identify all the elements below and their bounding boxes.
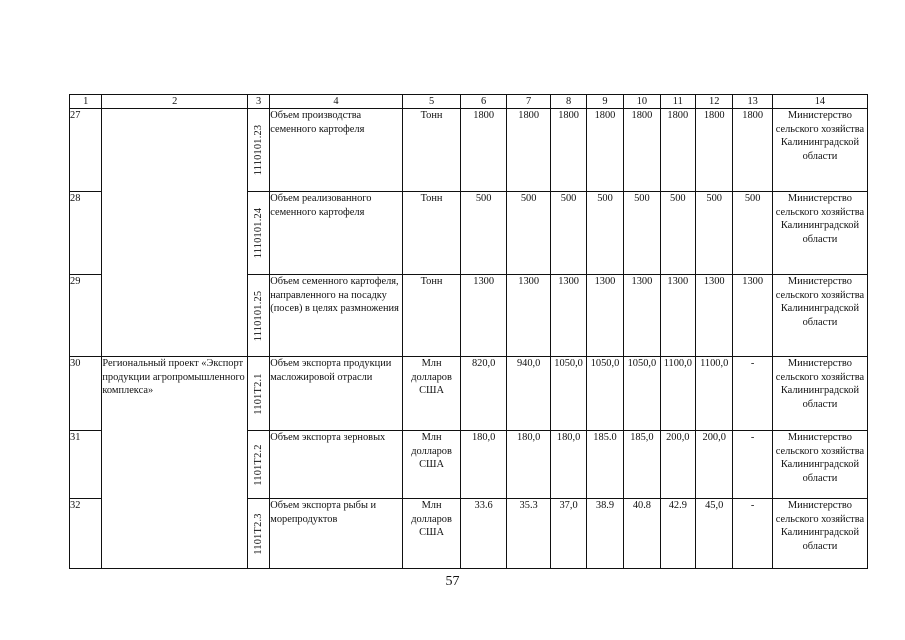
responsible-org: Министерство сельского хозяйства Калининградской области [772, 357, 867, 431]
value-cell: 1800 [624, 109, 660, 192]
column-number: 5 [402, 95, 461, 109]
value-cell: 500 [506, 192, 551, 275]
value-cell: 1300 [696, 275, 733, 357]
indicator-code-cell [248, 192, 270, 275]
indicators-table [69, 94, 868, 569]
indicator-name: Объем экспорта продукции масложировой отрасли [270, 357, 402, 431]
indicator-name: Объем реализованного семенного картофеля [270, 192, 402, 275]
value-cell: 38.9 [586, 499, 623, 569]
value-cell: 45,0 [696, 499, 733, 569]
value-cell: 940,0 [506, 357, 551, 431]
indicator-code-cell [248, 275, 270, 357]
row-number: 28 [70, 192, 102, 275]
value-cell: 1800 [586, 109, 623, 192]
value-cell: 1050,0 [586, 357, 623, 431]
row-number: 27 [70, 109, 102, 192]
responsible-org: Министерство сельского хозяйства Калининградской области [772, 431, 867, 499]
responsible-org: Министерство сельского хозяйства Калининградской области [772, 192, 867, 275]
value-cell: 42.9 [660, 499, 695, 569]
indicator-code: 1101Т2.2 [252, 443, 264, 486]
value-cell: 37,0 [551, 499, 586, 569]
table-row [70, 109, 868, 192]
indicator-code: 1101Т2.1 [252, 372, 264, 415]
unit: Тонн [402, 192, 461, 275]
indicator-code-cell [248, 431, 270, 499]
row-number: 32 [70, 499, 102, 569]
value-cell: 33.6 [461, 499, 507, 569]
table-row [70, 357, 868, 431]
indicator-name: Объем экспорта рыбы и морепродуктов [270, 499, 402, 569]
value-cell: 1300 [551, 275, 586, 357]
column-number: 11 [660, 95, 695, 109]
column-number: 8 [551, 95, 586, 109]
project-cell-empty [102, 109, 248, 357]
column-number: 14 [772, 95, 867, 109]
column-number: 9 [586, 95, 623, 109]
value-cell: 500 [461, 192, 507, 275]
value-cell: 200,0 [696, 431, 733, 499]
value-cell: 500 [586, 192, 623, 275]
value-cell: 180,0 [461, 431, 507, 499]
unit: Млн долларов США [402, 357, 461, 431]
value-cell: 185.0 [586, 431, 623, 499]
column-number: 7 [506, 95, 551, 109]
value-cell: 500 [624, 192, 660, 275]
value-cell: 1300 [461, 275, 507, 357]
page-number: 57 [445, 574, 460, 589]
value-cell: - [733, 431, 772, 499]
value-cell: 1050,0 [551, 357, 586, 431]
column-number: 6 [461, 95, 507, 109]
value-cell: 180,0 [506, 431, 551, 499]
indicator-code: 1110101.25 [252, 290, 264, 341]
value-cell: 40.8 [624, 499, 660, 569]
unit: Млн долларов США [402, 499, 461, 569]
unit: Млн долларов США [402, 431, 461, 499]
unit: Тонн [402, 109, 461, 192]
value-cell: 1800 [551, 109, 586, 192]
row-number: 29 [70, 275, 102, 357]
value-cell: 1300 [586, 275, 623, 357]
value-cell: 1800 [733, 109, 772, 192]
indicator-code: 1101Т2.3 [252, 512, 264, 555]
column-number: 12 [696, 95, 733, 109]
value-cell: 1800 [660, 109, 695, 192]
value-cell: 500 [551, 192, 586, 275]
row-number: 30 [70, 357, 102, 431]
value-cell: 1050,0 [624, 357, 660, 431]
value-cell: 1300 [624, 275, 660, 357]
value-cell: 1800 [506, 109, 551, 192]
value-cell: 1300 [733, 275, 772, 357]
indicator-code-cell [248, 109, 270, 192]
responsible-org: Министерство сельского хозяйства Калининградской области [772, 109, 867, 192]
value-cell: 1300 [506, 275, 551, 357]
value-cell: - [733, 499, 772, 569]
value-cell: 185,0 [624, 431, 660, 499]
indicator-code: 1110101.23 [252, 124, 264, 176]
responsible-org: Министерство сельского хозяйства Калининградской области [772, 499, 867, 569]
value-cell: 35.3 [506, 499, 551, 569]
value-cell: 500 [733, 192, 772, 275]
indicator-name: Объем экспорта зерновых [270, 431, 402, 499]
value-cell: 1100,0 [696, 357, 733, 431]
unit: Тонн [402, 275, 461, 357]
indicator-code-cell [248, 357, 270, 431]
column-number: 1 [70, 95, 102, 109]
column-number-row [70, 95, 868, 109]
value-cell: 1800 [461, 109, 507, 192]
value-cell: 1100,0 [660, 357, 695, 431]
value-cell: - [733, 357, 772, 431]
value-cell: 1300 [660, 275, 695, 357]
value-cell: 820,0 [461, 357, 507, 431]
regional-project: Региональный проект «Экспорт продукции агропромышленного комплекса» [102, 357, 248, 569]
column-number: 10 [624, 95, 660, 109]
indicator-code-cell [248, 499, 270, 569]
column-number: 4 [270, 95, 402, 109]
column-number: 13 [733, 95, 772, 109]
value-cell: 180,0 [551, 431, 586, 499]
responsible-org: Министерство сельского хозяйства Калининградской области [772, 275, 867, 357]
indicator-name: Объем производства семенного картофеля [270, 109, 402, 192]
value-cell: 500 [660, 192, 695, 275]
column-number: 2 [102, 95, 248, 109]
value-cell: 500 [696, 192, 733, 275]
indicator-code: 1110101.24 [252, 207, 264, 259]
value-cell: 200,0 [660, 431, 695, 499]
value-cell: 1800 [696, 109, 733, 192]
column-number: 3 [248, 95, 270, 109]
indicator-name: Объем семенного картофеля, направленного на посадку (посев) в целях размножения [270, 275, 402, 357]
row-number: 31 [70, 431, 102, 499]
